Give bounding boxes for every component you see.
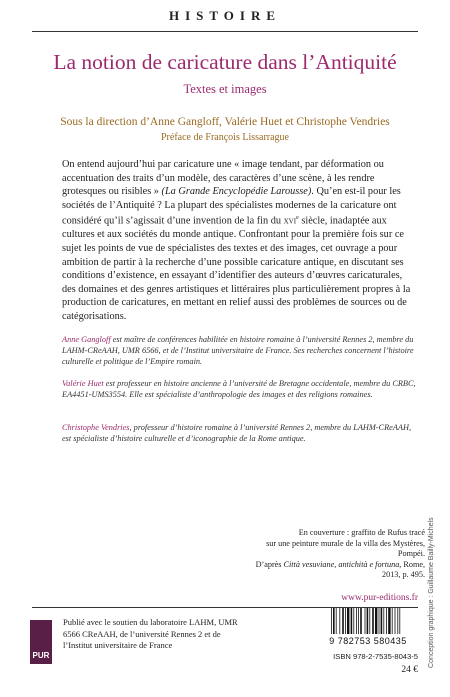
barcode-bar bbox=[392, 608, 393, 634]
bio-text: est professeur en histoire ancienne à l’université de Bretagne occidentale, membre du CRBC, EA4451-UMS3554. Elle est spécialiste d’anthropologie des images et des religions romaines. bbox=[62, 379, 416, 400]
barcode-number: 9 782753 580435 bbox=[329, 636, 407, 646]
barcode-bar bbox=[399, 608, 400, 634]
top-rule bbox=[32, 31, 418, 32]
bio-text: , professeur d’histoire romaine à l’université Rennes 2, membre du LAHM-CReAAH, est spécialiste d’histoire culturelle et d’iconographie de la Rome antique. bbox=[62, 423, 412, 444]
barcode-bar bbox=[397, 608, 398, 634]
blurb-century: xvi bbox=[283, 215, 297, 227]
support-note: Publié avec le soutien du laboratoire LAHM, UMR 6566 CReAAH, de l’université Rennes 2 et de l’Institut universitaire de France bbox=[63, 617, 238, 650]
blurb-paragraph bbox=[62, 158, 418, 324]
barcode-bar bbox=[395, 608, 396, 634]
barcode-bar bbox=[333, 608, 335, 634]
editors-line: Sous la direction d’Anne Gangloff, Valérie Huet et Christophe Vendries bbox=[60, 116, 390, 128]
blurb-part-3: siècle, inadaptée aux cultures et aux sociétés du monde antique. Confrontant pour la première fois sur ce sujet les points de vue de spécialistes des textes et des images, cet ouvrage a pour ambition de partir à la recherche d’une possible caricature antique, en discutant ses conditions d’existence, en essayant d’identifier des auteurs d’œuvres caricaturales, des domaines et des genres artistiques et littéraires plus particulièrement propres à la production de caricatures, en mettant en relief aussi des problèmes de sources ou de catégorisations. bbox=[62, 215, 411, 322]
barcode-bar bbox=[360, 608, 362, 634]
barcode-bar bbox=[353, 608, 354, 634]
pur-logo-text: PUR bbox=[32, 651, 50, 660]
design-credit: Conception graphique : Guillaume Bailly-Michels bbox=[428, 517, 435, 668]
barcode-bar bbox=[379, 608, 380, 634]
isbn: ISBN 978-2-7535-8043-5 bbox=[333, 652, 418, 661]
book-subtitle: Textes et images bbox=[183, 82, 267, 96]
bio-text: est maître de conférences habilitée en histoire romaine à l’université Rennes 2, membre du LAHM-CReAAH, UMR 6566, et de l’Institut universitaire de France. Ses recherches concernent l’histoire culturelle et politique de l’Empire romain. bbox=[62, 335, 414, 367]
cover-credit-line-1: En couverture : graffito de Rufus tracé bbox=[298, 528, 425, 537]
barcode-bar bbox=[386, 608, 387, 634]
blurb-part-2: . Qu’en est-il pour les sociétés de l’Antiquité ? La plupart des spécialistes modernes de la caricature ont considéré qu’il s’agissait d’une invention de la fin du bbox=[62, 186, 401, 227]
cover-credit-prefix: D’après bbox=[255, 559, 284, 569]
barcode-bar bbox=[347, 608, 349, 634]
barcode-bar bbox=[336, 608, 337, 634]
barcode-bar bbox=[331, 608, 332, 634]
barcode-bar bbox=[383, 608, 384, 634]
barcode-bar bbox=[342, 608, 344, 634]
blurb-century-suffix: e bbox=[296, 215, 299, 222]
bio-name: Valérie Huet bbox=[62, 379, 104, 388]
pur-logo bbox=[30, 620, 52, 664]
publisher-website-link[interactable]: www.pur-editions.fr bbox=[341, 593, 418, 603]
barcode-bar bbox=[372, 608, 374, 634]
barcode-bar bbox=[381, 608, 383, 634]
bio-anne-gangloff bbox=[62, 334, 418, 368]
cover-credit-title: Città vesuviane, antichità e fortuna bbox=[283, 559, 400, 569]
barcode-bar bbox=[345, 608, 346, 634]
preface-line: Préface de François Lissarrague bbox=[161, 132, 289, 143]
blurb-part-1: On entend aujourd’hui par caricature une « image tendant, par déformation ou accentuation des traits d’un modèle, des caractères d’une scène, à les rendre grotesques ou risibles » bbox=[62, 159, 384, 198]
bio-valerie-huet bbox=[62, 378, 418, 400]
bio-christophe-vendries bbox=[62, 422, 418, 444]
cover-credit-line-3 bbox=[240, 560, 425, 581]
blurb-citation: (La Grande Encyclopédie Larousse) bbox=[161, 186, 312, 198]
book-title: La notion de caricature dans l’Antiquité bbox=[53, 50, 397, 74]
barcode-image bbox=[330, 608, 418, 634]
barcode-bar bbox=[351, 608, 353, 634]
bio-name: Anne Gangloff bbox=[62, 335, 111, 344]
barcode-bar bbox=[367, 608, 369, 634]
price: 24 € bbox=[401, 665, 418, 675]
barcode-bar bbox=[358, 608, 359, 634]
barcode-bar bbox=[365, 608, 366, 634]
cover-credit bbox=[240, 528, 425, 581]
cover-credit-line-2: sur une peinture murale de la villa des Mystères, Pompéi. bbox=[266, 538, 425, 558]
bio-name: Christophe Vendries bbox=[62, 423, 130, 432]
series-label: HISTOIRE bbox=[168, 8, 282, 23]
barcode-bar bbox=[339, 608, 340, 634]
cover-credit-suffix: , Rome, 2013, p. 495. bbox=[382, 559, 425, 579]
barcode-bar bbox=[356, 608, 357, 634]
barcode-bar bbox=[388, 608, 390, 634]
barcode-bar bbox=[369, 608, 370, 634]
barcode-bar bbox=[375, 608, 377, 634]
